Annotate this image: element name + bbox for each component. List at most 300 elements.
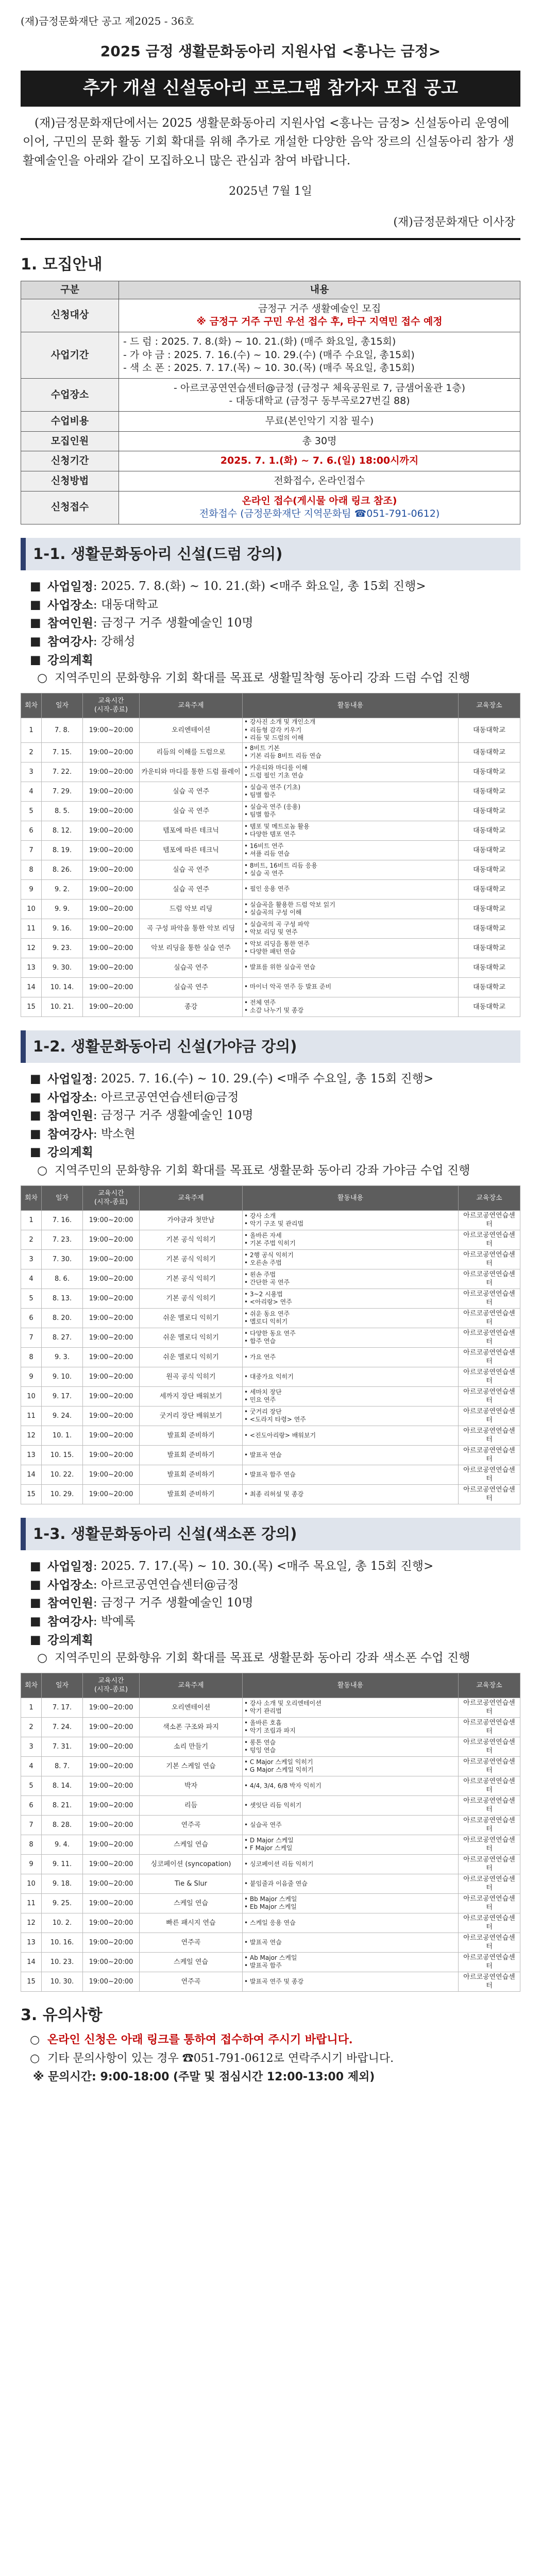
venue-line-1: - 아르코공연연습센터@금정 (금정구 체육공원로 7, 금샘어울관 1층) <box>174 382 465 394</box>
table-row <box>21 899 520 919</box>
method-label: 신청방법 <box>21 471 119 492</box>
table-cell: 7. 30. <box>42 1249 83 1269</box>
schedule-header: 교육장소 <box>459 1673 520 1698</box>
table-cell: 대동대학교 <box>459 821 520 840</box>
table-cell: 리듬 <box>140 1795 243 1815</box>
detail-label: 사업일정 <box>47 1560 93 1573</box>
table-cell: 10. 23. <box>42 1952 83 1972</box>
notice-date: 2025년 7월 1일 <box>229 185 312 198</box>
detail-value: 박소현 <box>100 1127 136 1141</box>
table-cell: 카운티와 마디를 통한 드럼 플레이 <box>140 762 243 782</box>
table-cell: 대동대학교 <box>459 938 520 958</box>
table-row <box>21 1893 520 1913</box>
detail-value: 대동대학교 <box>100 598 159 612</box>
table-cell: • 강사 소개 • 악기 구조 및 관리법 <box>243 1210 459 1230</box>
table-cell: 19:00~20:00 <box>83 1289 140 1308</box>
detail-row-period <box>30 1070 520 1089</box>
table-cell: 대동대학교 <box>459 860 520 879</box>
target-note: ※ 금정구 거주 구민 우선 접수 후, 타구 지역민 접수 예정 <box>196 316 443 328</box>
page-title: 2025 금정 생활문화동아리 지원사업 <흥나는 금정> <box>100 43 441 60</box>
online-apply-link[interactable]: 온라인 접수(게시물 아래 링크 참조) <box>242 495 397 506</box>
square-bullet-icon: ■ <box>30 1145 41 1159</box>
recruit-banner: 추가 개설 신설동아리 프로그램 참가자 모집 공고 <box>21 71 520 107</box>
table-row <box>21 1756 520 1776</box>
table-cell: 5 <box>21 1289 42 1308</box>
table-cell: 8. 6. <box>42 1269 83 1289</box>
table-cell: 19:00~20:00 <box>83 782 140 801</box>
table-cell: 19:00~20:00 <box>83 1815 140 1835</box>
table-cell: 8. 27. <box>42 1328 83 1347</box>
table-row <box>21 718 520 743</box>
table-cell: 세까지 장단 배워보기 <box>140 1386 243 1406</box>
table-cell: 8. 13. <box>42 1289 83 1308</box>
table-cell: 10. 15. <box>42 1445 83 1465</box>
table-cell: 19:00~20:00 <box>83 1445 140 1465</box>
note-online: 온라인 신청은 아래 링크를 통하여 접수하여 주시기 바랍니다. <box>47 2033 353 2047</box>
table-cell: 9. 17. <box>42 1386 83 1406</box>
table-cell: 5 <box>21 801 42 821</box>
table-row <box>21 1737 520 1756</box>
detail-value: 강해성 <box>100 634 136 648</box>
table-cell: 실습곡 연주 <box>140 958 243 977</box>
circle-icon: ○ <box>30 2052 40 2065</box>
table-cell: 9. 4. <box>42 1835 83 1854</box>
period-label: 사업기간 <box>21 332 119 378</box>
schedule-table <box>21 693 520 1017</box>
table-cell: 19:00~20:00 <box>83 938 140 958</box>
table-row <box>21 938 520 958</box>
table-cell: 19:00~20:00 <box>83 997 140 1016</box>
table-cell: 19:00~20:00 <box>83 801 140 821</box>
detail-value: 금정구 거주 생활예술인 10명 <box>100 616 253 630</box>
table-cell: • 실습곡의 곡 구성 파악 • 악보 리딩 및 연주 <box>243 919 459 938</box>
square-bullet-icon: ■ <box>30 1072 41 1086</box>
table-cell: 15 <box>21 1972 42 1991</box>
table-cell: 기본 스케일 연습 <box>140 1756 243 1776</box>
notes-list <box>21 2031 520 2067</box>
detail-value: 2025. 7. 17.(목) ~ 10. 30.(목) <매주 목요일, 총 15회 진행> <box>100 1560 434 1573</box>
table-cell: 19:00~20:00 <box>83 1972 140 1991</box>
fee-value: 무료(본인악기 지참 필수) <box>119 412 520 432</box>
schedule-header: 회차 <box>21 1673 42 1698</box>
table-cell: 대동대학교 <box>459 782 520 801</box>
table-row <box>21 1776 520 1795</box>
table-cell: 7. 8. <box>42 718 83 743</box>
table-cell: 곡 구성 파악을 통한 악보 리딩 <box>140 919 243 938</box>
col-header-content: 내용 <box>119 281 520 299</box>
table-cell: • 세마치 장단 • 민요 연주 <box>243 1386 459 1406</box>
table-cell: 10. 21. <box>42 997 83 1016</box>
target-line: 금정구 거주 생활예술인 모집 <box>258 302 381 314</box>
table-cell: 소리 만들기 <box>140 1737 243 1756</box>
quota-label: 모집인원 <box>21 431 119 451</box>
square-bullet-icon: ■ <box>30 1109 41 1123</box>
table-cell: 7. 31. <box>42 1737 83 1756</box>
table-cell: 실습 곡 연주 <box>140 801 243 821</box>
square-bullet-icon: ■ <box>30 1127 41 1141</box>
table-cell: 9. 24. <box>42 1406 83 1426</box>
table-cell: 발표회 준비하기 <box>140 1465 243 1484</box>
notice-number: (재)금정문화재단 공고 제2025 - 36호 <box>21 15 194 27</box>
table-cell: 10 <box>21 1874 42 1893</box>
detail-label: 강의계획 <box>47 1633 93 1647</box>
quota-value: 총 30명 <box>119 431 520 451</box>
detail-colon: : <box>93 1578 101 1591</box>
method-value: 전화접수, 온라인접수 <box>119 471 520 492</box>
square-bullet-icon: ■ <box>30 1560 41 1573</box>
table-cell: 빠른 패시지 연습 <box>140 1913 243 1933</box>
detail-colon: : <box>93 616 101 630</box>
detail-row-instructor <box>30 633 520 651</box>
recruit-info-table <box>21 281 520 524</box>
circle-icon: ○ <box>37 1164 48 1178</box>
table-cell: 아르코공연연습센터 <box>459 1717 520 1737</box>
section-heading-notes: 3. 유의사항 <box>21 2006 103 2024</box>
table-cell: 7. 15. <box>42 742 83 762</box>
table-cell: 대동대학교 <box>459 919 520 938</box>
schedule-header: 활동내용 <box>243 1673 459 1698</box>
table-cell: 9. 9. <box>42 899 83 919</box>
schedule-header: 일자 <box>42 1673 83 1698</box>
table-cell: 6 <box>21 1308 42 1328</box>
table-cell: • D Major 스케일 • F Major 스케일 <box>243 1835 459 1854</box>
table-cell: 아르코공연연습센터 <box>459 1230 520 1249</box>
table-row <box>21 1269 520 1289</box>
table-cell: 발표회 준비하기 <box>140 1426 243 1445</box>
schedule-header: 일자 <box>42 693 83 718</box>
table-cell: 대동대학교 <box>459 899 520 919</box>
table-cell: • 필인 응용 연주 <box>243 879 459 899</box>
detail-value: 금정구 거주 생활예술인 10명 <box>100 1109 253 1123</box>
table-row <box>21 1854 520 1874</box>
table-cell: 19:00~20:00 <box>83 899 140 919</box>
table-cell: 10. 30. <box>42 1972 83 1991</box>
table-cell: 10. 2. <box>42 1913 83 1933</box>
table-row <box>21 1972 520 1991</box>
detail-row-target <box>30 1107 520 1125</box>
table-cell: 아르코공연연습센터 <box>459 1406 520 1426</box>
table-cell: 19:00~20:00 <box>83 1347 140 1367</box>
table-cell: 19:00~20:00 <box>83 718 140 743</box>
square-bullet-icon: ■ <box>30 653 41 667</box>
table-cell: 8. 12. <box>42 821 83 840</box>
table-cell: 1 <box>21 718 42 743</box>
table-cell: 10. 14. <box>42 977 83 997</box>
table-cell: • 붙임줄과 이음줄 연습 <box>243 1874 459 1893</box>
table-cell: 19:00~20:00 <box>83 1835 140 1854</box>
table-cell: 8. 20. <box>42 1308 83 1328</box>
table-cell: 아르코공연연습센터 <box>459 1952 520 1972</box>
detail-label: 강의계획 <box>47 653 93 667</box>
table-cell: 9. 16. <box>42 919 83 938</box>
table-cell: 4 <box>21 1269 42 1289</box>
table-cell: 아르코공연연습센터 <box>459 1210 520 1230</box>
circle-icon: ○ <box>37 671 48 685</box>
schedule-header: 교육시간 (시작-종료) <box>83 693 140 718</box>
table-row <box>21 1308 520 1328</box>
table-cell: • 올바른 호흡 • 악기 조립과 파지 <box>243 1717 459 1737</box>
table-cell: 기본 공식 익히기 <box>140 1249 243 1269</box>
table-cell: 9. 25. <box>42 1893 83 1913</box>
table-cell: 9. 30. <box>42 958 83 977</box>
table-cell: 19:00~20:00 <box>83 1210 140 1230</box>
schedule-header: 활동내용 <box>243 1185 459 1210</box>
table-cell: 19:00~20:00 <box>83 1893 140 1913</box>
table-row <box>21 1347 520 1367</box>
table-cell: 7. 23. <box>42 1230 83 1249</box>
table-cell: 아르코공연연습센터 <box>459 1698 520 1717</box>
table-cell: 아르코공연연습센터 <box>459 1484 520 1504</box>
table-row <box>21 1289 520 1308</box>
table-row <box>21 1835 520 1854</box>
table-row <box>21 742 520 762</box>
table-cell: 연주곡 <box>140 1815 243 1835</box>
table-cell: • 마이너 악곡 연주 등 발표 준비 <box>243 977 459 997</box>
table-cell: 굿거리 장단 배워보기 <box>140 1406 243 1426</box>
table-cell: 아르코공연연습센터 <box>459 1289 520 1308</box>
table-row <box>21 782 520 801</box>
table-cell: 템포에 따른 테크닉 <box>140 821 243 840</box>
table-cell: 템포에 따른 테크닉 <box>140 840 243 860</box>
table-cell: 가야금과 첫만남 <box>140 1210 243 1230</box>
table-cell: 3 <box>21 1737 42 1756</box>
schedule-table <box>21 1185 520 1504</box>
detail-label: 참여강사 <box>47 634 93 649</box>
square-bullet-icon: ■ <box>30 1614 41 1628</box>
table-cell: • 8비트, 16비트 리듬 응용 • 실습 곡 연주 <box>243 860 459 879</box>
table-cell: 아르코공연연습센터 <box>459 1445 520 1465</box>
table-cell: 발표회 준비하기 <box>140 1445 243 1465</box>
detail-label: 사업장소 <box>47 1578 93 1592</box>
table-cell: 아르코공연연습센터 <box>459 1815 520 1835</box>
schedule-header: 교육주제 <box>140 693 243 718</box>
table-cell: 4 <box>21 782 42 801</box>
table-cell: 아르코공연연습센터 <box>459 1893 520 1913</box>
table-cell: • 스케일 응용 연습 <box>243 1913 459 1933</box>
table-cell: 아르코공연연습센터 <box>459 1795 520 1815</box>
table-cell: 아르코공연연습센터 <box>459 1269 520 1289</box>
table-cell: 19:00~20:00 <box>83 977 140 997</box>
circle-icon: ○ <box>37 1651 48 1665</box>
table-cell: • 셋잇단 리듬 익히기 <box>243 1795 459 1815</box>
table-cell: • C Major 스케일 익히기 • G Major 스케일 익히기 <box>243 1756 459 1776</box>
class-section-heading: 1-3. 생활문화동아리 신설(색소폰 강의) <box>21 1518 520 1550</box>
plan-note-row <box>30 1162 520 1180</box>
table-cell: • 악보 리딩을 통한 연주 • 다양한 패턴 연습 <box>243 938 459 958</box>
table-cell: 리듬의 이해를 드럼으로 <box>140 742 243 762</box>
table-cell: 스케일 연습 <box>140 1893 243 1913</box>
table-cell: 대동대학교 <box>459 840 520 860</box>
table-cell: • 실습곡 연주 (기초) • 팀별 합주 <box>243 782 459 801</box>
detail-row-venue <box>30 1089 520 1107</box>
table-cell: • 실습곡 연주 (응용) • 팀별 합주 <box>243 801 459 821</box>
table-cell: 대동대학교 <box>459 977 520 997</box>
schedule-header: 교육장소 <box>459 1185 520 1210</box>
table-row <box>21 1406 520 1426</box>
table-row <box>21 879 520 899</box>
detail-value: 2025. 7. 16.(수) ~ 10. 29.(수) <매주 수요일, 총 15회 진행> <box>100 1072 434 1086</box>
table-cell: 아르코공연연습센터 <box>459 1328 520 1347</box>
inquiry-hours: ※ 문의시간: 9:00-18:00 (주말 및 점심시간 12:00-13:00 제외) <box>33 2070 375 2083</box>
table-cell: 7 <box>21 1328 42 1347</box>
period-drum: - 드 럼 : 2025. 7. 8.(화) ~ 10. 21.(화) (매주 화요일, 총15회) <box>123 335 396 347</box>
table-cell: 19:00~20:00 <box>83 1776 140 1795</box>
table-cell: 스케일 연습 <box>140 1835 243 1854</box>
table-row <box>21 1717 520 1737</box>
plan-note: 지역주민의 문화향유 기회 확대를 목표로 생활밀착형 동아리 강좌 드럼 수업 진행 <box>55 671 470 685</box>
table-cell: 19:00~20:00 <box>83 1854 140 1874</box>
class-details <box>21 578 520 688</box>
table-row <box>21 821 520 840</box>
table-cell: • 3~2 시용법 • <아리랑> 연주 <box>243 1289 459 1308</box>
detail-row-plan <box>30 651 520 670</box>
col-header-category: 구분 <box>21 281 119 299</box>
detail-colon: : <box>93 1072 101 1086</box>
table-cell: • 최종 리허설 및 종강 <box>243 1484 459 1504</box>
detail-row-venue <box>30 1576 520 1595</box>
detail-colon: : <box>93 598 101 612</box>
table-cell: 8. 19. <box>42 840 83 860</box>
target-label: 신청대상 <box>21 299 119 332</box>
schedule-header: 교육주제 <box>140 1673 243 1698</box>
table-cell: • 4/4, 3/4, 6/8 박자 익히기 <box>243 1776 459 1795</box>
table-cell: 아르코공연연습센터 <box>459 1913 520 1933</box>
table-cell: 7 <box>21 1815 42 1835</box>
table-cell: • 가요 연주 <box>243 1347 459 1367</box>
table-cell: • 실습곡 연주 <box>243 1815 459 1835</box>
table-row <box>21 860 520 879</box>
contact-label: 신청접수 <box>21 491 119 524</box>
table-cell: 대동대학교 <box>459 762 520 782</box>
table-cell: 19:00~20:00 <box>83 1698 140 1717</box>
table-cell: 19:00~20:00 <box>83 840 140 860</box>
table-cell: 19:00~20:00 <box>83 919 140 938</box>
table-cell: 종강 <box>140 997 243 1016</box>
table-cell: 아르코공연연습센터 <box>459 1308 520 1328</box>
schedule-header: 교육주제 <box>140 1185 243 1210</box>
table-cell: 9. 2. <box>42 879 83 899</box>
table-cell: 아르코공연연습센터 <box>459 1776 520 1795</box>
table-row <box>21 1249 520 1269</box>
table-cell: • <진도아리랑> 배워보기 <box>243 1426 459 1445</box>
detail-label: 참여인원 <box>47 616 93 631</box>
table-cell: 5 <box>21 1776 42 1795</box>
table-row <box>21 958 520 977</box>
table-cell: 기본 공식 익히기 <box>140 1269 243 1289</box>
detail-colon: : <box>93 1614 101 1628</box>
table-cell: • 올바른 자세 • 기본 주법 익히기 <box>243 1230 459 1249</box>
detail-label: 참여인원 <box>47 1109 93 1123</box>
table-row <box>21 1952 520 1972</box>
apply-period-value: 2025. 7. 1.(화) ~ 7. 6.(일) 18:00시까지 <box>119 451 520 471</box>
table-cell: 실습 곡 연주 <box>140 782 243 801</box>
table-cell: 색소폰 구조와 파지 <box>140 1717 243 1737</box>
schedule-header: 활동내용 <box>243 693 459 718</box>
table-cell: 19:00~20:00 <box>83 1269 140 1289</box>
table-cell: • 강사 소개 및 오리엔테이션 • 악기 관리법 <box>243 1698 459 1717</box>
table-cell: • 싱코페이션 리듬 익히기 <box>243 1854 459 1874</box>
table-cell: • 템포 및 메트로놈 활용 • 다양한 템포 연주 <box>243 821 459 840</box>
table-cell: • 발표곡 연주 및 종강 <box>243 1972 459 1991</box>
table-cell: 대동대학교 <box>459 801 520 821</box>
table-cell: 아르코공연연습센터 <box>459 1367 520 1386</box>
table-cell: 오리엔테이션 <box>140 1698 243 1717</box>
detail-colon: : <box>93 1090 101 1104</box>
table-cell: 아르코공연연습센터 <box>459 1874 520 1893</box>
detail-colon: : <box>93 634 101 648</box>
table-cell: • 대중가요 익히기 <box>243 1367 459 1386</box>
table-cell: 대동대학교 <box>459 958 520 977</box>
square-bullet-icon: ■ <box>30 1090 41 1104</box>
table-cell: 12 <box>21 938 42 958</box>
detail-row-period <box>30 578 520 596</box>
table-cell: 아르코공연연습센터 <box>459 1933 520 1952</box>
table-row <box>21 1230 520 1249</box>
table-cell: 대동대학교 <box>459 718 520 743</box>
table-cell: 8. 5. <box>42 801 83 821</box>
table-cell: 악보 리딩을 통한 실습 연주 <box>140 938 243 958</box>
table-cell: • Ab Major 스케일 • 발표곡 합주 <box>243 1952 459 1972</box>
table-cell: 드럼 악보 리딩 <box>140 899 243 919</box>
detail-value: 2025. 7. 8.(화) ~ 10. 21.(화) <매주 화요일, 총 15회 진행> <box>100 580 426 594</box>
venue-value <box>119 378 520 411</box>
table-cell: Tie & Slur <box>140 1874 243 1893</box>
detail-label: 강의계획 <box>47 1145 93 1160</box>
apply-period-label: 신청기간 <box>21 451 119 471</box>
table-cell: 2 <box>21 1230 42 1249</box>
table-cell: • 실습곡을 활용한 드럼 악보 읽기 • 실습곡의 구성 이해 <box>243 899 459 919</box>
table-cell: 8. 28. <box>42 1815 83 1835</box>
table-cell: 8 <box>21 1347 42 1367</box>
table-cell: 19:00~20:00 <box>83 860 140 879</box>
table-cell: 4 <box>21 1756 42 1776</box>
table-cell: 19:00~20:00 <box>83 821 140 840</box>
detail-label: 사업장소 <box>47 598 93 612</box>
table-cell: 쉬운 멜로디 익히기 <box>140 1308 243 1328</box>
square-bullet-icon: ■ <box>30 580 41 594</box>
table-cell: 7. 16. <box>42 1210 83 1230</box>
table-row <box>21 1698 520 1717</box>
table-cell: 19:00~20:00 <box>83 1386 140 1406</box>
table-cell: 아르코공연연습센터 <box>459 1426 520 1445</box>
section-heading-recruit: 1. 모집안내 <box>21 256 103 274</box>
table-cell: 19:00~20:00 <box>83 1795 140 1815</box>
schedule-header: 교육시간 (시작-종료) <box>83 1185 140 1210</box>
table-cell: 2 <box>21 1717 42 1737</box>
class-details <box>21 1070 520 1180</box>
square-bullet-icon: ■ <box>30 1633 41 1647</box>
square-bullet-icon: ■ <box>30 616 41 630</box>
table-cell: 9 <box>21 1854 42 1874</box>
table-cell: 14 <box>21 1465 42 1484</box>
table-cell: 19:00~20:00 <box>83 1406 140 1426</box>
table-row <box>21 919 520 938</box>
table-cell: 아르코공연연습센터 <box>459 1465 520 1484</box>
target-value <box>119 299 520 332</box>
table-cell: • 발표를 위한 실습곡 연습 <box>243 958 459 977</box>
table-cell: 10. 29. <box>42 1484 83 1504</box>
table-cell: 19:00~20:00 <box>83 1230 140 1249</box>
table-cell: 13 <box>21 958 42 977</box>
detail-row-target <box>30 1594 520 1613</box>
table-cell: 13 <box>21 1933 42 1952</box>
table-cell: 오리엔테이션 <box>140 718 243 743</box>
table-cell: 8. 21. <box>42 1795 83 1815</box>
period-gayageum: - 가 야 금 : 2025. 7. 16.(수) ~ 10. 29.(수) (매주 수요일, 총15회) <box>123 349 415 361</box>
circle-icon: ○ <box>30 2033 40 2047</box>
table-cell: 아르코공연연습센터 <box>459 1756 520 1776</box>
table-cell: 19:00~20:00 <box>83 742 140 762</box>
